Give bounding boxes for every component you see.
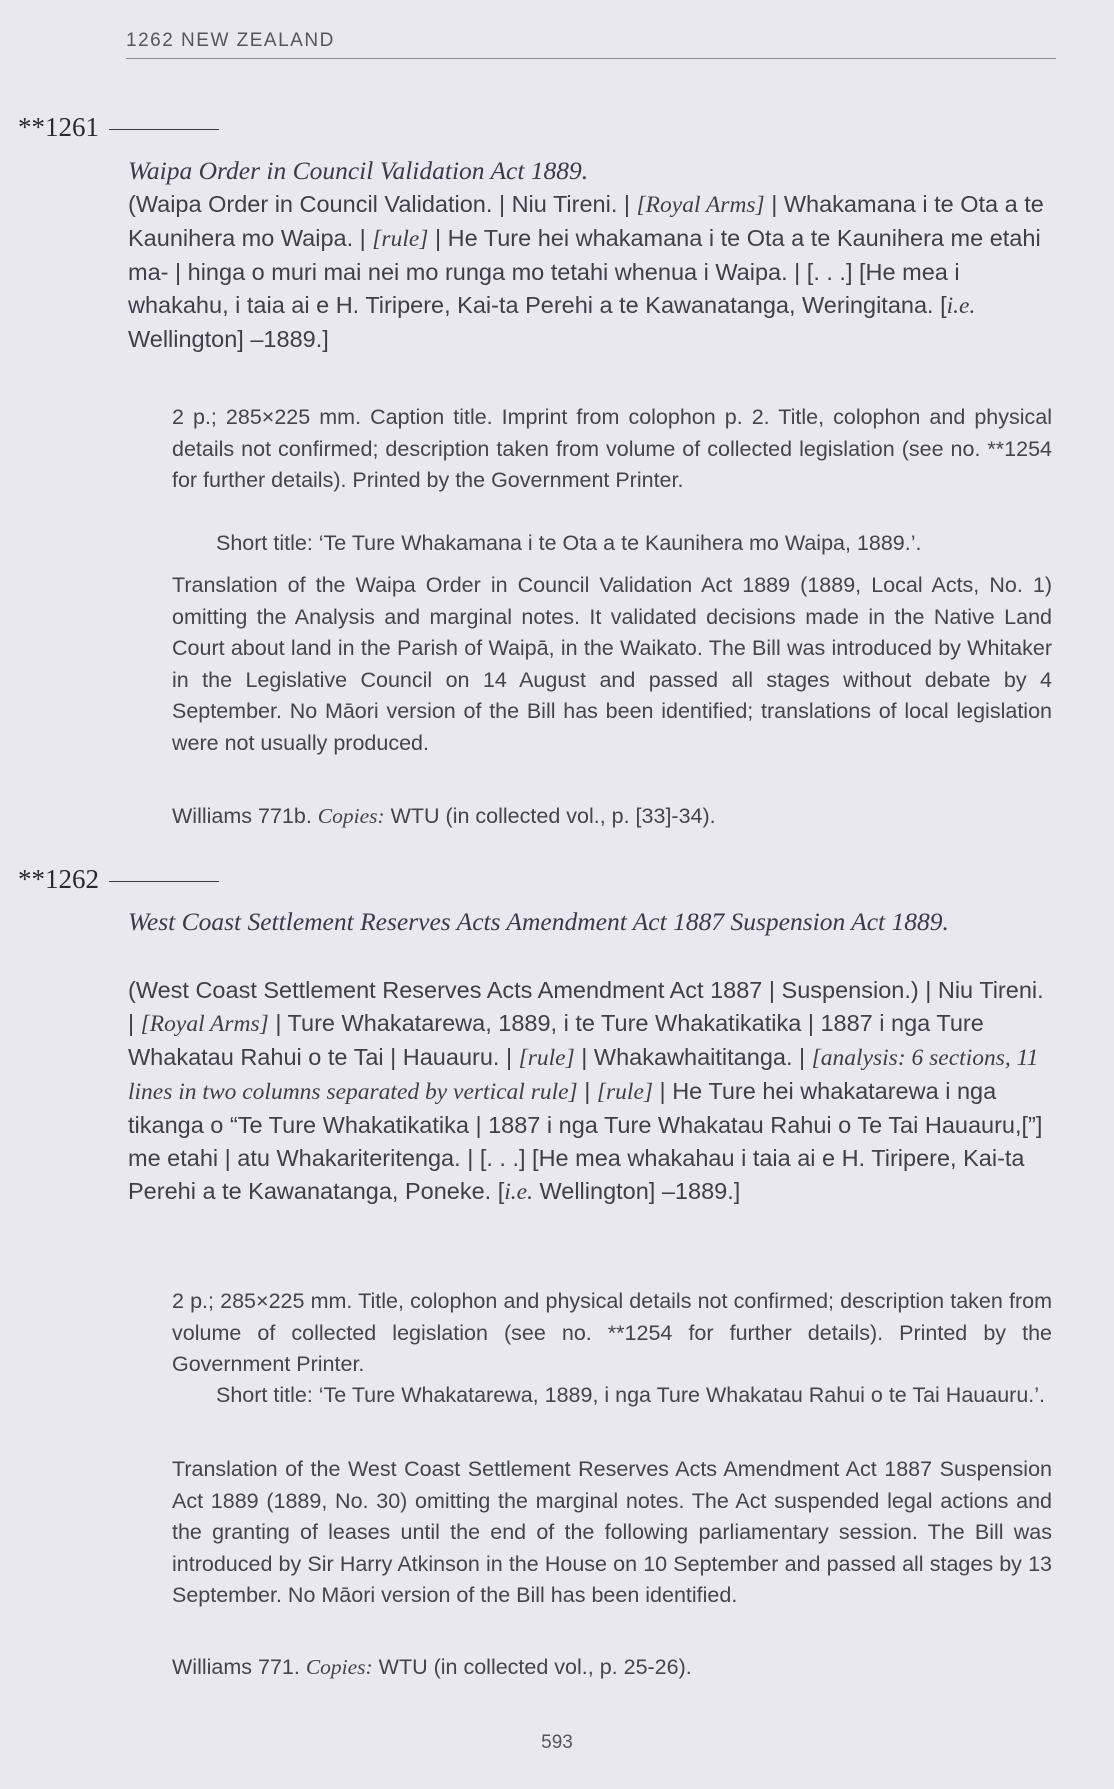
copies-line — [172, 1652, 1052, 1684]
copies-location: WTU (in collected vol., p. 25-26). — [372, 1655, 692, 1679]
transcription-text: | — [577, 1078, 597, 1104]
editorial-ie: i.e. — [946, 293, 976, 319]
entry-title: West Coast Settlement Reserves Acts Amendment Act 1887 Suspension Act 1889. — [128, 907, 949, 936]
bibliographic-ref: Williams 771. — [172, 1655, 306, 1679]
transcription-text: | Ture Whakatarewa, 1889, i te Ture Whakatikatika | 1887 i nga Ture Whakatau Rahui o te Tai | Hauauru. | — [128, 1010, 984, 1070]
entry-rule — [109, 881, 219, 882]
copies-location: WTU (in collected vol., p. [33]-34). — [384, 804, 716, 828]
editorial-rule: [rule] — [518, 1045, 575, 1071]
transcription-text: | He Ture hei whakamana i te Ota a te Kaunihera me etahi ma- | hinga o muri mai nei mo runga mo tetahi whenua i Waipa. | [. . .] [He mea i whakahu, i taia ai e H. Tiripere, Kai-ta Perehi a te Kawanatanga, Weringitana. [ — [128, 225, 1041, 318]
transcription-text: | Whakamana i te Ota a te Kaunihera mo Waipa. | — [128, 191, 1044, 251]
transcription-text: (West Coast Settlement Reserves Acts Amendment Act 1887 | Suspension.) | Niu Tireni. | — [128, 977, 1044, 1036]
entry-rule — [109, 129, 219, 130]
transcription-text: | Whakawhaititanga. | — [574, 1044, 812, 1070]
running-head: 1262 NEW ZEALAND — [126, 30, 1056, 59]
entry-number — [18, 112, 219, 143]
page-number: 593 — [541, 1732, 573, 1753]
bibliographic-ref: Williams 771b. — [172, 804, 318, 828]
copies-label: Copies: — [305, 1655, 373, 1679]
transcription-text: Wellington] –1889.] — [532, 1178, 741, 1204]
short-title: Short title: ‘Te Ture Whakatarewa, 1889, i nga Ture Whakatau Rahui o te Tai Hauauru.’. — [216, 1383, 1045, 1407]
short-title: Short title: ‘Te Ture Whakamana i te Ota a te Kaunihera mo Waipa, 1889.’. — [216, 531, 922, 555]
title-page-transcription — [128, 974, 1053, 1209]
transcription-text: Wellington] –1889.] — [128, 326, 329, 352]
copies-label: Copies: — [317, 804, 385, 828]
editorial-analysis: [analysis: 6 sections, 11 lines in two columns separated by vertical rule] — [128, 1045, 1039, 1105]
physical-description: 2 p.; 285×225 mm. Title, colophon and physical details not confirmed; description taken from volume of collected legislation (see no. **1254 for further details). Printed by the Government Printer. — [172, 1289, 1052, 1376]
physical-description: 2 p.; 285×225 mm. Caption title. Imprint from colophon p. 2. Title, colophon and physical details not confirmed; description taken from volume of collected legislation (see no. **1254 for further details). Printed by the Government Printer. — [172, 405, 1052, 492]
entry-number-text: **1261 — [18, 112, 99, 142]
editorial-rule: [rule] — [596, 1079, 654, 1105]
editorial-ie: i.e. — [504, 1179, 533, 1205]
entry-number-text: **1262 — [18, 864, 99, 894]
transcription-text: | He Ture hei whakatarewa i nga tikanga o “Te Ture Whakatikatika | 1887 i nga Ture Whakatau Rahui o Te Tai Hauauru,[”] me etahi | atu Whakariteritenga. | [. . .] [He mea whakahau i taia ai e H. Tiripere, Kai-ta Perehi a te Kawanatanga, Poneke. [ — [128, 1078, 1043, 1204]
copies-line — [172, 801, 1052, 833]
editorial-royal-arms: [Royal Arms] — [636, 192, 765, 218]
editorial-rule: [rule] — [372, 226, 429, 252]
title-page-transcription — [128, 188, 1053, 356]
note: Translation of the Waipa Order in Council Validation Act 1889 (1889, Local Acts, No. 1) omitting the Analysis and marginal notes. It validated decisions made in the Native Land Court about land in the Parish of Waipā, in the Waikato. The Bill was introduced by Whitaker in the Legislative Council on 14 August and passed all stages without debate by 4 September. No Māori version of the Bill has been identified; translations of local legislation were not usually produced. — [172, 573, 1052, 755]
note: Translation of the West Coast Settlement Reserves Acts Amendment Act 1887 Suspension Act 1889 (1889, No. 30) omitting the marginal notes. The Act suspended legal actions and the granting of leases until the end of the following parliamentary session. The Bill was introduced by Sir Harry Atkinson in the House on 10 September and passed all stages by 13 September. No Māori version of the Bill has been identified. — [172, 1457, 1052, 1607]
entry-title: Waipa Order in Council Validation Act 1889. — [128, 156, 589, 185]
entry-number — [18, 864, 219, 895]
editorial-royal-arms: [Royal Arms] — [140, 1011, 269, 1037]
transcription-text: (Waipa Order in Council Validation. | Niu Tireni. | — [128, 191, 637, 217]
